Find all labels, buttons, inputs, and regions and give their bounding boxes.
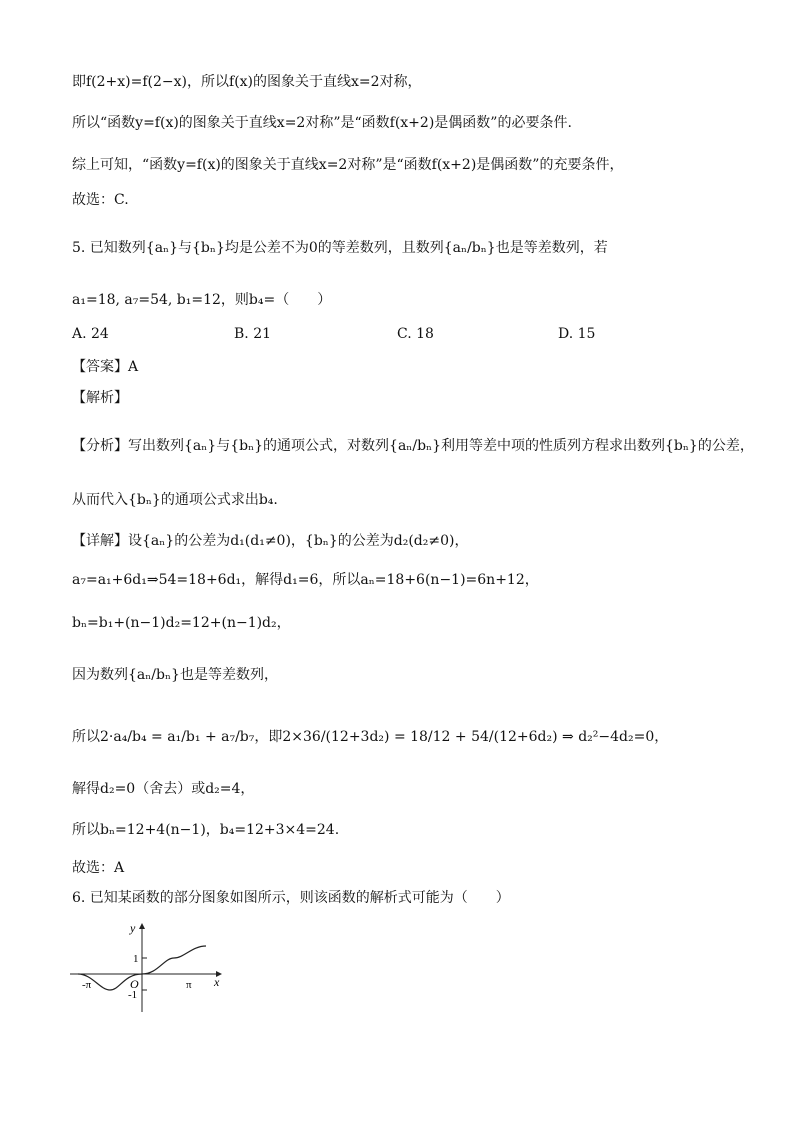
question-5-stem: 5. 已知数列{aₙ}与{bₙ}均是公差不为0的等差数列，且数列{aₙ/bₙ}也是等差数列，若: [72, 240, 608, 256]
tick-label-neg-pi: -π: [82, 979, 92, 991]
tick-label-pi: π: [186, 979, 192, 991]
detail-line-7: 所以bₙ=12+4(n−1)，b₄=12+3×4=24.: [72, 822, 340, 838]
option-c: C. 18: [397, 326, 434, 342]
detail-line-5: 所以2·a₄/b₄ = a₁/b₁ + a₇/b₇，即2×36/(12+3d₂) = 18/12 + 54/(12+6d₂) ⇒ d₂²−4d₂=0，: [72, 729, 669, 745]
function-graph: [66, 918, 236, 1018]
option-d: D. 15: [558, 326, 596, 342]
y-axis-label: y: [130, 921, 136, 935]
detail-line-3: bₙ=b₁+(n−1)d₂=12+(n−1)d₂，: [72, 615, 291, 631]
question-6-stem: 6. 已知某函数的部分图象如图所示，则该函数的解析式可能为（ ）: [72, 890, 510, 906]
detail-line-1: 【详解】设{aₙ}的公差为d₁(d₁≠0)，{bₙ}的公差为d₂(d₂≠0)，: [72, 533, 469, 549]
detail-line-4: 因为数列{aₙ/bₙ}也是等差数列，: [72, 667, 278, 683]
detail-line-6: 解得d₂=0（舍去）或d₂=4，: [72, 781, 255, 797]
x-axis-label: x: [214, 975, 220, 989]
text-line-1: 即f(2+x)=f(2−x)，所以f(x)的图象关于直线x=2对称，: [72, 74, 422, 90]
option-a: A. 24: [72, 326, 109, 342]
tick-label-neg1: -1: [128, 989, 138, 1001]
analysis-line-1: 【分析】写出数列{aₙ}与{bₙ}的通项公式，对数列{aₙ/bₙ}利用等差中项的性质列方程求出数列{bₙ}的公差，: [72, 438, 754, 454]
question-5-condition: a₁=18, a₇=54, b₁=12，则b₄=（ ）: [72, 292, 332, 308]
text-line-3: 综上可知，“函数y=f(x)的图象关于直线x=2对称”是“函数f(x+2)是偶函数”的充要条件，: [72, 157, 624, 173]
detail-line-8: 故选：A: [72, 860, 125, 876]
answer-label: 【答案】A: [72, 359, 139, 375]
explanation-label: 【解析】: [72, 390, 128, 406]
detail-line-2: a₇=a₁+6d₁⇒54=18+6d₁，解得d₁=6，所以aₙ=18+6(n−1)=6n+12，: [72, 572, 539, 588]
tick-label-1: 1: [133, 953, 139, 965]
analysis-line-2: 从而代入{bₙ}的通项公式求出b₄.: [72, 492, 278, 508]
option-b: B. 21: [234, 326, 272, 342]
origin-label: O: [130, 977, 139, 991]
text-line-4: 故选：C.: [72, 192, 129, 208]
text-line-2: 所以“函数y=f(x)的图象关于直线x=2对称”是“函数f(x+2)是偶函数”的必要条件.: [72, 115, 572, 131]
